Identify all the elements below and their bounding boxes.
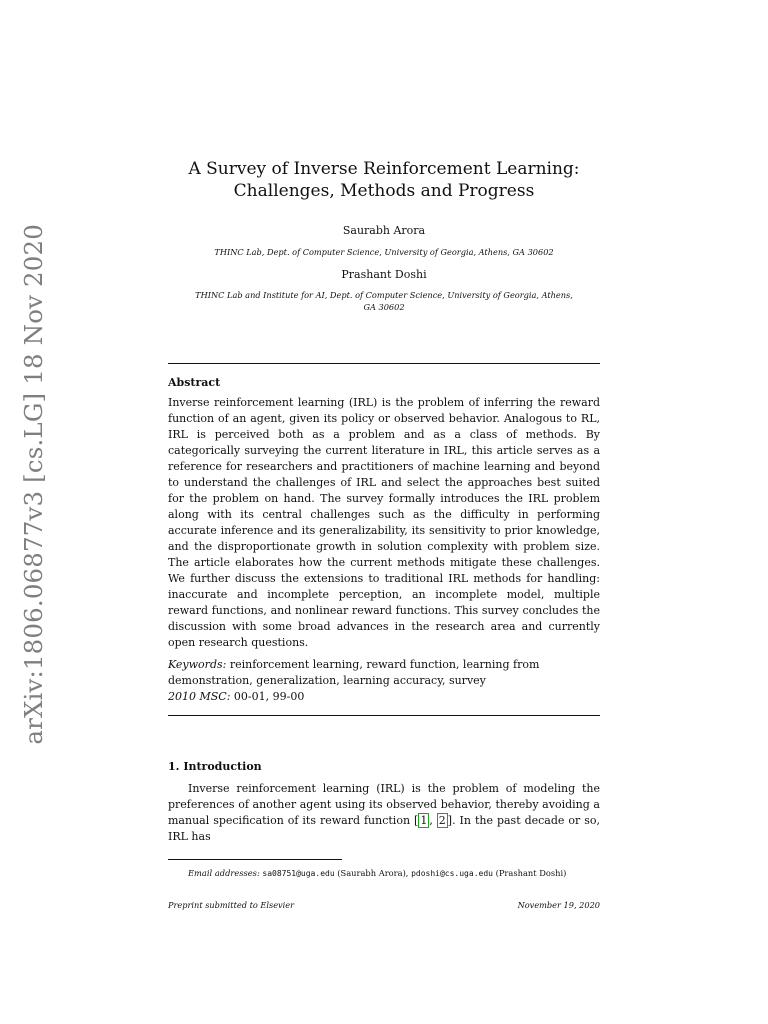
citation-link-1[interactable]: 1 [420, 814, 428, 827]
introduction-section [168, 760, 600, 845]
footnote-label: Email addresses: [188, 868, 260, 878]
abstract-bottom-rule [168, 715, 600, 716]
author-affiliation-2-line-2: GA 30602 [363, 302, 405, 312]
msc-line [168, 689, 600, 705]
citation-separator: , [429, 814, 437, 827]
keywords-block [168, 657, 600, 705]
keywords-value: reinforcement learning, reward function, learning from demonstration, generalization, learning accuracy, survey [168, 658, 540, 687]
introduction-text-end: . In the past decade or so, IRL has [168, 814, 600, 843]
abstract-heading: Abstract [168, 376, 221, 389]
paper-first-page [168, 150, 600, 879]
arxiv-side-identifier [14, 223, 54, 745]
author-affiliation-2-line-1: THINC Lab and Institute for AI, Dept. of Computer Science, University of Georgia, Athens, [195, 290, 573, 300]
footer-right: November 19, 2020 [517, 900, 600, 910]
keywords-line [168, 657, 600, 689]
introduction-text [168, 781, 600, 845]
footnote-rule [168, 859, 342, 860]
msc-value: 00-01, 99-00 [233, 690, 305, 703]
footnote-email [168, 868, 600, 879]
arxiv-id-text: arXiv:1806.06877v3 [cs.LG] 18 Nov 2020 [18, 223, 48, 745]
author-name-2: Prashant Doshi [341, 268, 427, 281]
author-affiliation-2 [168, 289, 600, 313]
abstract-text: Inverse reinforcement learning (IRL) is the problem of inferring the reward function of an agent, given its policy or observed behavior. Analogous to RL, IRL is perceived both as a problem and as a class of methods. By categorically surveying the current literature in IRL, this article serves as a reference for researchers and practitioners of machine learning and beyond to understand the challenges of IRL and select the approaches best suited for the problem on hand. The survey formally introduces the IRL problem along with its central challenges such as the difficulty in performing accurate inference and its generalizability, its sensitivity to prior knowledge, and the disproportionate growth in solution complexity with problem size. The article elaborates how the current methods mitigate these challenges. We further discuss the extensions to traditional IRL methods for handling: inaccurate and incomplete perception, an incomplete model, multiple reward functions, and nonlinear reward functions. This survey concludes the discussion with some broad advances in the research area and currently open research questions. [168, 396, 600, 649]
author-affiliation-1: THINC Lab, Dept. of Computer Science, University of Georgia, Athens, GA 30602 [214, 247, 554, 257]
keywords-label: Keywords: [168, 658, 227, 671]
msc-label: 2010 MSC: [168, 690, 231, 703]
email-link-1[interactable]: sa08751@uga.edu [262, 869, 335, 878]
introduction-heading: 1. Introduction [168, 760, 262, 773]
title-line-2: Challenges, Methods and Progress [233, 181, 535, 201]
citation-bracket-open: [ [414, 814, 419, 827]
footnote-person-2: (Prashant Doshi) [495, 868, 567, 878]
footer-left: Preprint submitted to Elsevier [168, 900, 295, 910]
author-name-1: Saurabh Arora [342, 224, 426, 237]
abstract-top-rule [168, 363, 600, 364]
citation-bracket-close: ] [447, 814, 453, 827]
citation-link-2[interactable]: 2 [438, 814, 446, 827]
email-link-2[interactable]: pdoshi@cs.uga.edu [411, 869, 493, 878]
footnote-person-1: (Saurabh Arora), [337, 868, 409, 878]
page-footer [168, 900, 600, 910]
paper-title [168, 158, 600, 202]
introduction-text-start: Inverse reinforcement learning (IRL) is the problem of modeling the preferences of another agent using its observed behavior, thereby avoiding a manual specification of its reward function [168, 782, 600, 827]
title-line-1: A Survey of Inverse Reinforcement Learning: [188, 159, 580, 179]
